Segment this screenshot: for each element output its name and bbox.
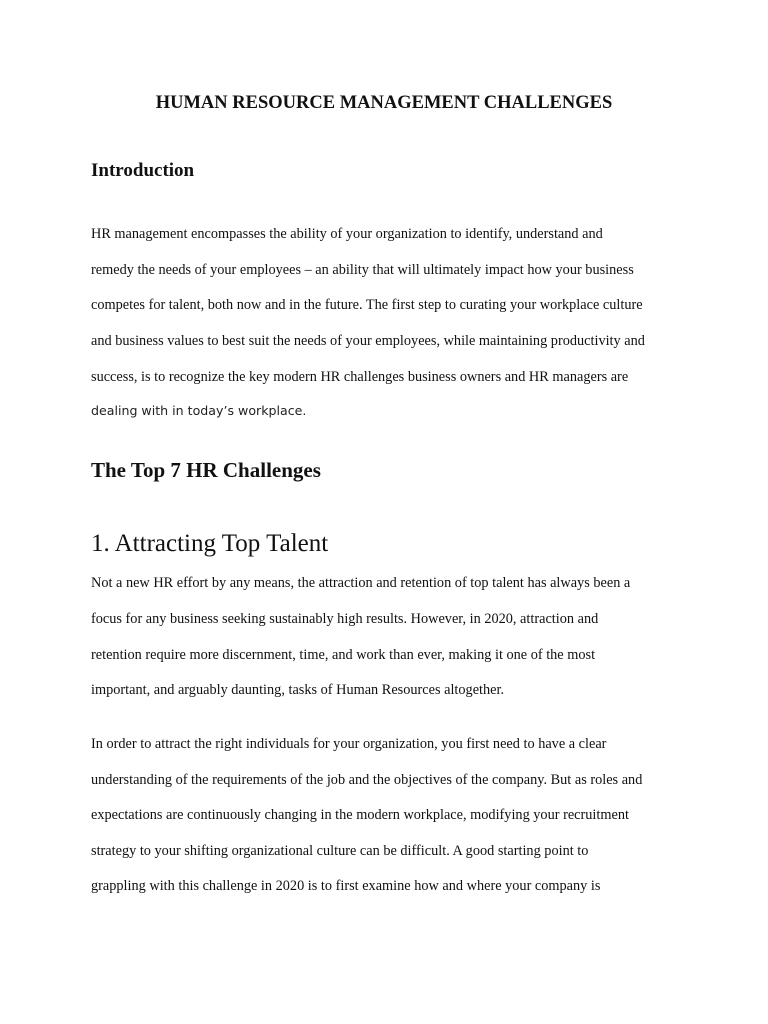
document-title: HUMAN RESOURCE MANAGEMENT CHALLENGES: [155, 93, 613, 113]
section-1-heading: 1. Attracting Top Talent: [91, 530, 329, 557]
paragraph-line: competes for talent, both now and in the future. The first step to curating your workplace culture: [91, 297, 643, 313]
paragraph-line: HR management encompasses the ability of your organization to identify, understand and: [91, 226, 603, 242]
paragraph-line: and business values to best suit the needs of your employees, while maintaining productivity and: [91, 333, 645, 349]
paragraph-line: grappling with this challenge in 2020 is to first examine how and where your company is: [91, 878, 601, 894]
paragraph-line: important, and arguably daunting, tasks of Human Resources altogether.: [91, 682, 505, 698]
paragraph-line: retention require more discernment, time, and work than ever, making it one of the most: [91, 647, 596, 663]
top-7-challenges-heading: The Top 7 HR Challenges: [91, 458, 321, 482]
paragraph-line: Not a new HR effort by any means, the attraction and retention of top talent has always been a: [91, 575, 631, 591]
paragraph-line: strategy to your shifting organizational culture can be difficult. A good starting point to: [91, 843, 589, 859]
paragraph-line: dealing with in today’s workplace.: [91, 403, 307, 418]
paragraph-line: focus for any business seeking sustainably high results. However, in 2020, attraction and: [91, 611, 599, 627]
paragraph-line: understanding of the requirements of the job and the objectives of the company. But as roles and: [91, 772, 643, 788]
paragraph-line: success, is to recognize the key modern HR challenges business owners and HR managers are: [91, 369, 629, 385]
introduction-heading: Introduction: [91, 160, 195, 181]
paragraph-line: remedy the needs of your employees – an ability that will ultimately impact how your business: [91, 262, 634, 278]
paragraph-line: expectations are continuously changing in the modern workplace, modifying your recruitment: [91, 807, 629, 823]
paragraph-line: In order to attract the right individuals for your organization, you first need to have a clear: [91, 736, 607, 752]
